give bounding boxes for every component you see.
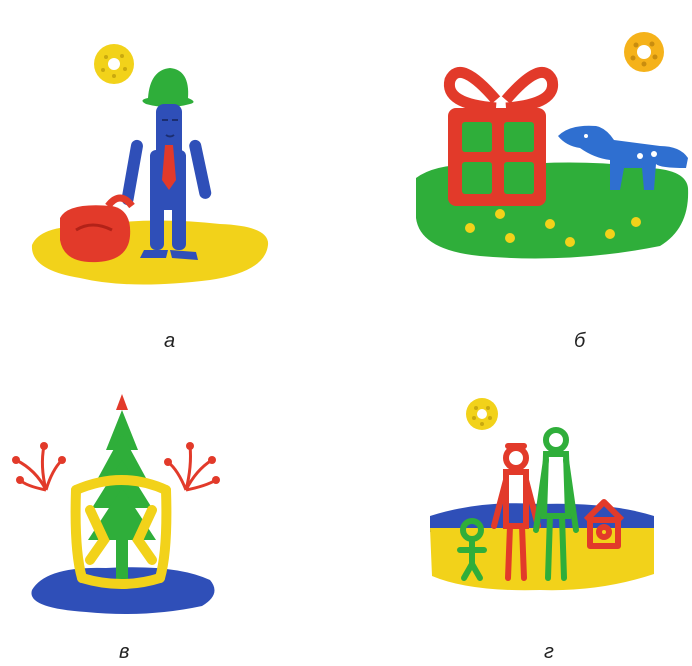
plasticine-gift-dog-image [410, 28, 692, 268]
suitcase-icon [60, 198, 132, 262]
gift-box-icon [448, 72, 553, 206]
green-hat [142, 68, 193, 107]
caption-b: б [574, 330, 586, 352]
panel-b [410, 28, 692, 268]
plasticine-man-image [20, 40, 300, 300]
plasticine-fir-tree-image [6, 390, 236, 630]
sun-icon [624, 32, 664, 72]
sun-icon [466, 398, 498, 430]
panel-g [420, 396, 660, 602]
red-sprig-left [16, 446, 62, 490]
panel-a [20, 40, 300, 300]
red-sprig-right [168, 446, 216, 490]
caption-g: г [544, 641, 554, 663]
caption-a: а [164, 330, 176, 352]
sun-icon [94, 44, 134, 84]
plasticine-family-image [420, 396, 660, 602]
panel-v [6, 390, 236, 630]
caption-v: в [119, 641, 130, 663]
star-icon [116, 394, 128, 410]
